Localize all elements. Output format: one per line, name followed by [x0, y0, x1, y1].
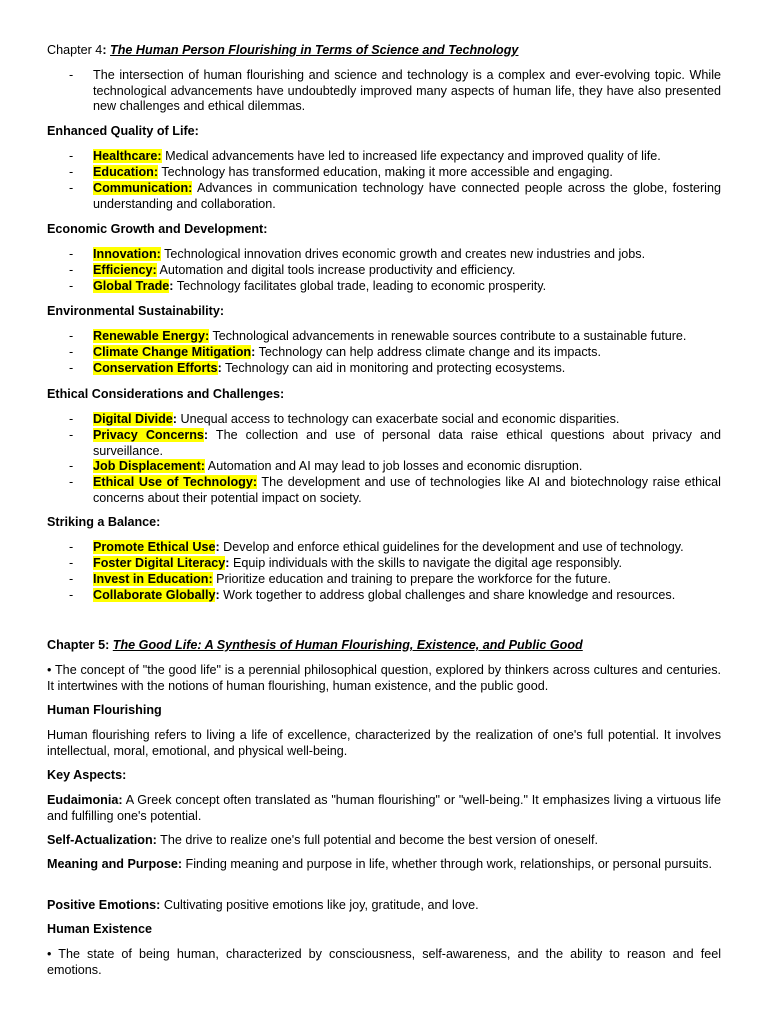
term-suffix: :: [172, 412, 177, 426]
highlighted-term: Promote Ethical Use: [93, 540, 216, 554]
list-item-text: Technology can help address climate change and its impacts.: [255, 345, 601, 359]
highlighted-term: Global Trade: [93, 279, 170, 293]
aspect-paragraph: [47, 833, 721, 849]
highlighted-term: Ethical Use of Technology:: [93, 475, 258, 489]
highlighted-term: Privacy Concerns: [93, 428, 204, 442]
term-suffix: :: [217, 361, 222, 375]
highlighted-term: Climate Change Mitigation: [93, 345, 252, 359]
term-suffix: :: [251, 345, 256, 359]
aspect-paragraph: [47, 857, 721, 873]
list-item-text: Work together to address global challenges and share knowledge and resources.: [219, 588, 676, 602]
chapter-5-intro: • The concept of "the good life" is a perennial philosophical question, explored by thinkers across cultures and centuries. It intertwines with the notions of human flourishing, human existence, and the public good.: [47, 663, 721, 693]
list-item: - Collaborate Globally: Work together to address global challenges and share knowledge and resources.: [69, 588, 676, 602]
aspect-term: Eudaimonia:: [47, 793, 123, 807]
list-item: - Healthcare: Medical advancements have led to increased life expectancy and improved quality of life.: [69, 149, 661, 163]
chapter-5-prefix: Chapter 5:: [47, 638, 113, 652]
paragraph: • The state of being human, characterized by consciousness, self-awareness, and the ability to reason and feel emotions.: [47, 947, 721, 977]
chapter-5-title: The Good Life: A Synthesis of Human Flourishing, Existence, and Public Good: [112, 638, 583, 652]
chapter-4-title: The Human Person Flourishing in Terms of Science and Technology: [110, 43, 519, 57]
list-item-text: Advances in communication technology have connected people across the globe, fostering understanding and collaboration.: [93, 181, 721, 211]
highlighted-term: Digital Divide: [93, 412, 173, 426]
list-item-text: Unequal access to technology can exacerbate social and economic disparities.: [176, 412, 620, 426]
list-item: - Climate Change Mitigation: Technology can help address climate change and its impacts.: [69, 345, 601, 359]
aspect-text: The drive to realize one's full potential and become the best version of oneself.: [156, 833, 598, 847]
list-item: - Innovation: Technological innovation drives economic growth and creates new industries and jobs.: [69, 247, 646, 261]
list-item: - Communication: Advances in communication technology have connected people across the globe, fostering understanding and collaboration.: [69, 181, 721, 211]
list-item-text: Technological innovation drives economic growth and creates new industries and jobs.: [160, 247, 646, 261]
term-suffix: :: [215, 588, 220, 602]
list-item-text: Develop and enforce ethical guidelines for the development and use of technology.: [219, 540, 684, 554]
section-heading: Environmental Sustainability:: [47, 304, 225, 318]
chapter-4-intro: [69, 68, 721, 115]
highlighted-term: Renewable Energy:: [93, 329, 210, 343]
section-heading: Enhanced Quality of Life:: [47, 124, 199, 138]
list-item: - Privacy Concerns: The collection and use of personal data raise ethical questions about privacy and surveillance.: [69, 428, 721, 458]
section-heading: Striking a Balance:: [47, 515, 161, 529]
highlighted-term: Foster Digital Literacy: [93, 556, 226, 570]
aspect-text: A Greek concept often translated as "human flourishing" or "well-being." It emphasizes living a virtuous life and fulfilling one's potential.: [47, 793, 721, 823]
highlighted-term: Job Displacement:: [93, 459, 205, 473]
section-heading: Key Aspects:: [47, 768, 127, 782]
list-item-text: Prioritize education and training to prepare the workforce for the future.: [212, 572, 611, 586]
section-heading: Ethical Considerations and Challenges:: [47, 387, 285, 401]
term-suffix: :: [203, 428, 209, 442]
term-suffix: :: [225, 556, 230, 570]
chapter-4-intro-text: The intersection of human flourishing and science and technology is a complex and ever-evolving topic. While technological advancements have undoubtedly improved many aspects of human life, they have also presented new challenges and ethical dilemmas.: [93, 68, 721, 114]
highlighted-term: Conservation Efforts: [93, 361, 218, 375]
highlighted-term: Efficiency:: [93, 263, 157, 277]
highlighted-term: Education:: [93, 165, 159, 179]
aspect-paragraph: [47, 898, 721, 914]
list-item: - Foster Digital Literacy: Equip individuals with the skills to navigate the digital age responsibly.: [69, 556, 622, 570]
list-item: - Renewable Energy: Technological advancements in renewable sources contribute to a sustainable future.: [69, 329, 687, 343]
list-item-text: Technological advancements in renewable sources contribute to a sustainable future.: [209, 329, 687, 343]
list-item: - Invest in Education: Prioritize education and training to prepare the workforce for the future.: [69, 572, 611, 586]
chapter-4-colon: :: [102, 43, 107, 57]
highlighted-term: Healthcare:: [93, 149, 162, 163]
term-suffix: :: [169, 279, 174, 293]
list-item: - Ethical Use of Technology: The development and use of technologies like AI and biotechnology raise ethical concerns about their potential impact on society.: [69, 475, 721, 505]
list-item-text: Automation and digital tools increase productivity and efficiency.: [156, 263, 516, 277]
list-item-text: Technology can aid in monitoring and protecting ecosystems.: [221, 361, 566, 375]
highlighted-term: Collaborate Globally: [93, 588, 216, 602]
term-suffix: :: [215, 540, 220, 554]
list-item-text: Automation and AI may lead to job losses and economic disruption.: [204, 459, 583, 473]
aspect-term: Positive Emotions:: [47, 898, 161, 912]
list-item-text: Equip individuals with the skills to navigate the digital age responsibly.: [229, 556, 622, 570]
section-heading: Human Existence: [47, 922, 152, 936]
highlighted-term: Communication:: [93, 181, 193, 195]
list-item-text: Technology has transformed education, making it more accessible and engaging.: [158, 165, 613, 179]
list-item-text: The collection and use of personal data raise ethical questions about privacy and surveillance.: [93, 428, 721, 458]
highlighted-term: Invest in Education:: [93, 572, 213, 586]
highlighted-term: Innovation:: [93, 247, 161, 261]
list-item: - Promote Ethical Use: Develop and enforce ethical guidelines for the development and use of technology.: [69, 540, 684, 554]
aspect-paragraph: [47, 793, 721, 824]
dash-bullet: -: [69, 68, 74, 82]
list-item: - Global Trade: Technology facilitates global trade, leading to economic prosperity.: [69, 279, 547, 293]
chapter-5-heading: [47, 638, 721, 654]
list-item: - Job Displacement: Automation and AI may lead to job losses and economic disruption.: [69, 459, 583, 473]
section-heading: Economic Growth and Development:: [47, 222, 268, 236]
list-item: - Conservation Efforts: Technology can aid in monitoring and protecting ecosystems.: [69, 361, 566, 375]
list-item-text: Medical advancements have led to increased life expectancy and improved quality of life.: [161, 149, 661, 163]
paragraph: Human flourishing refers to living a life of excellence, characterized by the realization of one's full potential. It involves intellectual, moral, emotional, and physical well-being.: [47, 728, 721, 758]
list-item: - Digital Divide: Unequal access to technology can exacerbate social and economic disparities.: [69, 412, 620, 426]
list-item-text: The development and use of technologies like AI and biotechnology raise ethical concerns about their potential impact on society.: [93, 475, 721, 505]
list-item: - Efficiency: Automation and digital tools increase productivity and efficiency.: [69, 263, 516, 277]
chapter-4-prefix: Chapter 4: [47, 43, 103, 57]
aspect-text: Cultivating positive emotions like joy, gratitude, and love.: [160, 898, 479, 912]
aspect-term: Self-Actualization:: [47, 833, 157, 847]
list-item-text: Technology facilitates global trade, leading to economic prosperity.: [173, 279, 547, 293]
section-heading: Human Flourishing: [47, 703, 162, 717]
list-item: - Education: Technology has transformed education, making it more accessible and engaging.: [69, 165, 613, 179]
aspect-text: Finding meaning and purpose in life, whether through work, relationships, or personal pursuits.: [182, 857, 712, 871]
chapter-4-heading: [47, 43, 721, 59]
aspect-term: Meaning and Purpose:: [47, 857, 183, 871]
